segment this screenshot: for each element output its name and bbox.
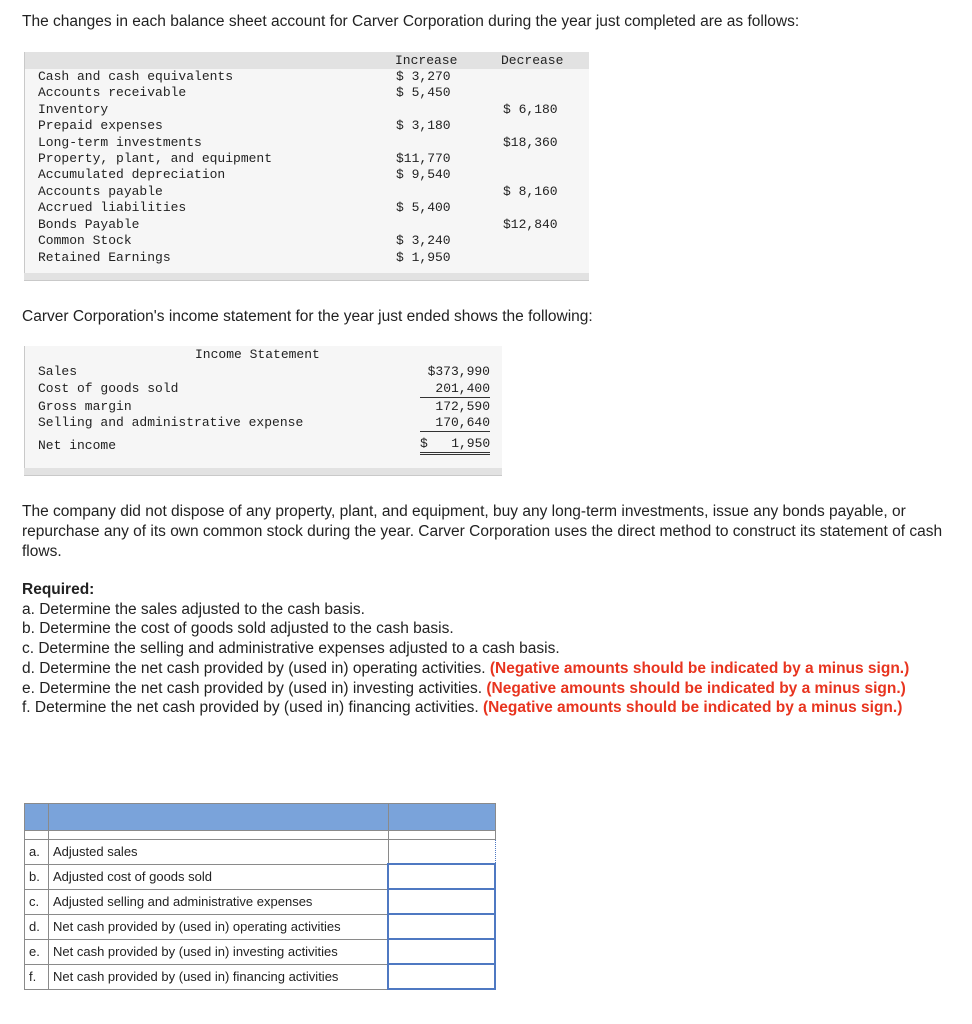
is-row-value: 170,640 [420, 414, 490, 432]
required-item-e-text: e. Determine the net cash provided by (used in) investing activities. [22, 679, 483, 697]
is-row-value: 172,590 [435, 399, 490, 414]
bs-row-increase: $ 3,180 [396, 118, 451, 133]
answer-row [25, 939, 496, 964]
bs-row-label: Cash and cash equivalents [38, 69, 234, 84]
answer-label: Net cash provided by (used in) operating activities [49, 914, 389, 939]
answer-label: Adjusted sales [49, 840, 389, 865]
intro-text: The changes in each balance sheet account for Carver Corporation during the year just completed are as follows: [22, 13, 800, 30]
bs-row-label: Common Stock [38, 233, 132, 248]
answer-row [25, 840, 496, 865]
answer-label: Adjusted selling and administrative expenses [49, 889, 389, 914]
adjusted-sga-input[interactable] [388, 889, 495, 914]
bs-row-increase: $ 5,400 [396, 200, 451, 215]
required-item-d [22, 659, 952, 679]
bs-row-increase: $ 9,540 [396, 167, 451, 182]
spacer-cell [25, 831, 49, 840]
required-item-a: a. Determine the sales adjusted to the cash basis. [22, 600, 365, 618]
is-row-label: Cost of goods sold [38, 381, 179, 396]
bs-row-increase: $ 3,270 [396, 69, 451, 84]
answer-index: f. [25, 964, 49, 989]
adjusted-sales-input[interactable] [388, 840, 495, 865]
negative-note: (Negative amounts should be indicated by a minus sign.) [489, 659, 910, 677]
answer-table-spacer [25, 831, 496, 840]
answer-row [25, 914, 496, 939]
required-section [22, 580, 952, 718]
balance-sheet-table [24, 52, 589, 280]
bs-row-label: Property, plant, and equipment [38, 151, 273, 166]
bs-row-label: Accounts receivable [38, 85, 187, 100]
bs-row-label: Bonds Payable [38, 217, 140, 232]
adjusted-cogs-input[interactable] [388, 864, 495, 889]
income-statement-table [24, 346, 502, 476]
answer-index: a. [25, 840, 49, 865]
bs-row-decrease: $18,360 [503, 135, 558, 150]
financing-activities-input[interactable] [388, 964, 495, 989]
required-item-d-text: d. Determine the net cash provided by (used in) operating activities. [22, 659, 486, 677]
bs-row-label: Accrued liabilities [38, 200, 187, 215]
bs-row-increase: $ 1,950 [396, 250, 451, 265]
is-row-label: Selling and administrative expense [38, 415, 304, 430]
bs-row-label: Long-term investments [38, 135, 202, 150]
answer-label: Net cash provided by (used in) financing activities [49, 964, 389, 989]
income-statement-title: Income Statement [195, 347, 320, 362]
header-cell [388, 804, 495, 831]
is-row-label: Gross margin [38, 399, 132, 414]
answer-index: d. [25, 914, 49, 939]
table-left-border [24, 346, 25, 476]
bs-row-increase: $ 3,240 [396, 233, 451, 248]
income-intro-text: Carver Corporation's income statement for the year just ended shows the following: [22, 308, 593, 325]
bs-row-label: Accounts payable [38, 184, 163, 199]
answer-index: c. [25, 889, 49, 914]
bs-row-label: Retained Earnings [38, 250, 171, 265]
answer-row [25, 864, 496, 889]
required-heading: Required: [22, 581, 95, 598]
bs-row-label: Accumulated depreciation [38, 167, 226, 182]
is-row-label: Net income [38, 438, 117, 453]
income-statement-footer-bar [24, 468, 502, 476]
is-row-value: 201,400 [420, 380, 490, 398]
required-item-f [22, 698, 952, 718]
required-item-b: b. Determine the cost of goods sold adjusted to the cash basis. [22, 620, 454, 638]
bs-row-label: Prepaid expenses [38, 118, 163, 133]
header-cell [25, 804, 49, 831]
answer-table [24, 803, 496, 990]
bs-row-increase: $11,770 [396, 151, 451, 166]
answer-row [25, 964, 496, 989]
header-cell [49, 804, 389, 831]
required-item-c: c. Determine the selling and administrative expenses adjusted to a cash basis. [22, 640, 560, 658]
increase-header: Increase [395, 53, 458, 68]
bs-row-decrease: $ 8,160 [503, 184, 558, 199]
bs-row-increase: $ 5,450 [396, 85, 451, 100]
answer-row [25, 889, 496, 914]
investing-activities-input[interactable] [388, 939, 495, 964]
negative-note: (Negative amounts should be indicated by a minus sign.) [486, 679, 906, 697]
answer-table-header [25, 804, 496, 831]
bs-row-decrease: $ 6,180 [503, 102, 558, 117]
balance-sheet-footer-bar [24, 273, 589, 281]
answer-label: Adjusted cost of goods sold [49, 864, 389, 889]
note-text: The company did not dispose of any property, plant, and equipment, buy any long-term investments, issue any bonds payable, or repurchase any of its own common stock during the year. Carver Corporation uses the direct method to construct its statement of cash flows. [22, 503, 943, 560]
table-left-border [24, 52, 25, 280]
answer-label: Net cash provided by (used in) investing activities [49, 939, 389, 964]
operating-activities-input[interactable] [388, 914, 495, 939]
is-row-value: $373,990 [427, 364, 490, 379]
spacer-cell [388, 831, 495, 840]
answer-index: e. [25, 939, 49, 964]
required-item-e [22, 679, 952, 699]
is-row-value: $ 1,950 [420, 435, 490, 455]
required-item-f-text: f. Determine the net cash provided by (used in) financing activities. [22, 699, 479, 717]
answer-index: b. [25, 864, 49, 889]
negative-note: (Negative amounts should be indicated by a minus sign.) [482, 699, 903, 717]
decrease-header: Decrease [501, 53, 564, 68]
spacer-cell [49, 831, 389, 840]
bs-row-decrease: $12,840 [503, 217, 558, 232]
is-row-label: Sales [38, 364, 78, 379]
bs-row-label: Inventory [38, 102, 109, 117]
